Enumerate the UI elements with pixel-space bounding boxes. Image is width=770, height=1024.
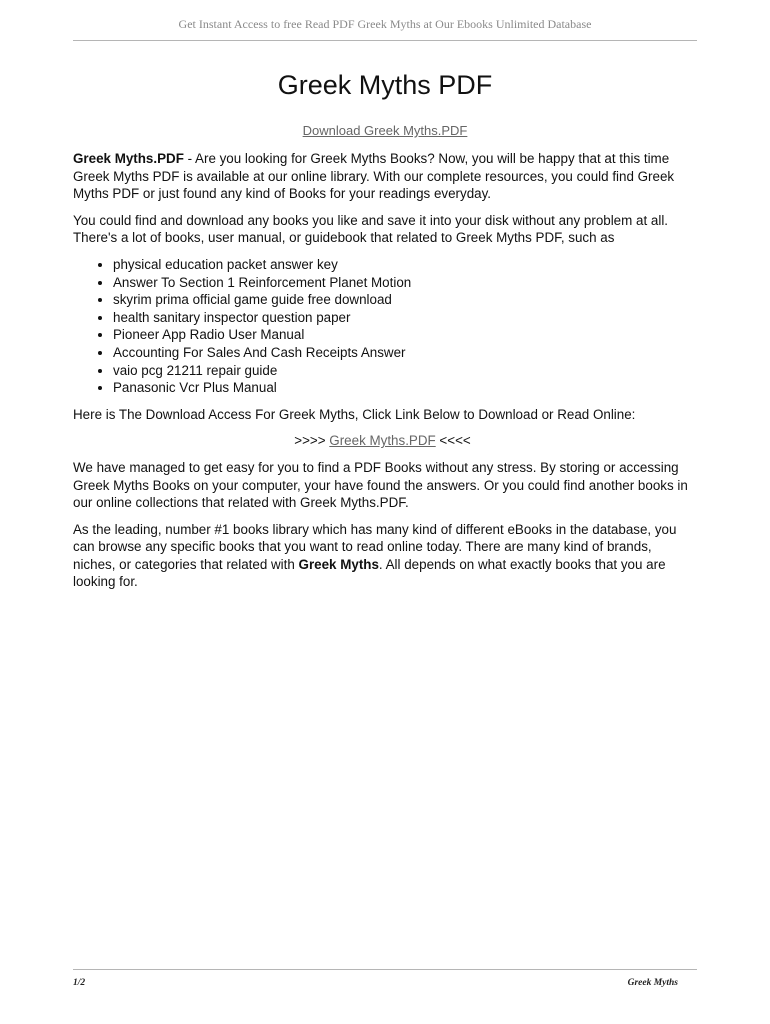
intro-text: - Are you looking for Greek Myths Books? Now, you will be happy that at this time Greek Myths PDF is available at our online library. With our complete resources, you could find Greek Myths PDF or just found any kind of Books for your readings everyday. (73, 151, 675, 202)
link-suffix: <<<< (435, 433, 471, 449)
page-title: Greek Myths PDF (277, 70, 493, 100)
books-paragraph: You could find and download any books you like and save it into your disk without any problem at all. There's a lot of books, user manual, or guidebook that related to Greek Myths PDF, such as (73, 212, 669, 246)
list-item: • physical education packet answer key (113, 256, 692, 274)
document-body (73, 150, 692, 600)
related-books-list (73, 256, 692, 397)
download-access-paragraph: Here is The Download Access For Greek Myths, Click Link Below to Download or Read Online: (73, 406, 636, 422)
footer-divider (73, 969, 697, 970)
intro-bold-title: Greek Myths.PDF (73, 151, 184, 166)
header-divider (73, 40, 697, 41)
read-online-pdf-link[interactable]: Greek Myths.PDF (329, 433, 436, 449)
list-item: • Accounting For Sales And Cash Receipts Answer (113, 344, 692, 362)
top-download-link-container (0, 123, 770, 138)
list-item: • Panasonic Vcr Plus Manual (113, 379, 692, 397)
leading-text-before: As the leading, number #1 books library which has many kind of different eBooks in the database, you can browse any specific books that you want to read online today. There are many kind of brands, niches, or categories that related with (73, 521, 677, 572)
list-item: • Pioneer App Radio User Manual (113, 326, 692, 344)
intro-paragraph (73, 150, 692, 203)
download-pdf-link[interactable]: Download Greek Myths.PDF (302, 123, 468, 138)
leading-text-after: . All depends on what exactly books that you are looking for. (73, 556, 666, 590)
list-item: • Answer To Section 1 Reinforcement Planet Motion (113, 274, 692, 292)
managed-paragraph: We have managed to get easy for you to find a PDF Books without any stress. By storing or accessing Greek Myths Books on your computer, your have found the answers. Or you could find another books in our online collections that related with Greek Myths.PDF. (73, 459, 688, 511)
footer-page-number: 1/2 (73, 978, 86, 988)
list-item: • skyrim prima official game guide free download (113, 291, 692, 309)
footer-title: Greek Myths (627, 978, 678, 988)
leading-bold-title: Greek Myths (298, 556, 379, 572)
read-online-link-line (73, 432, 692, 450)
link-prefix: >>>> (294, 433, 330, 449)
leading-library-paragraph (73, 521, 692, 591)
list-item: • health sanitary inspector question paper (113, 309, 692, 327)
list-item: • vaio pcg 21211 repair guide (113, 362, 692, 380)
page-header-text: Get Instant Access to free Read PDF Greek Myths at Our Ebooks Unlimited Database (178, 17, 592, 31)
